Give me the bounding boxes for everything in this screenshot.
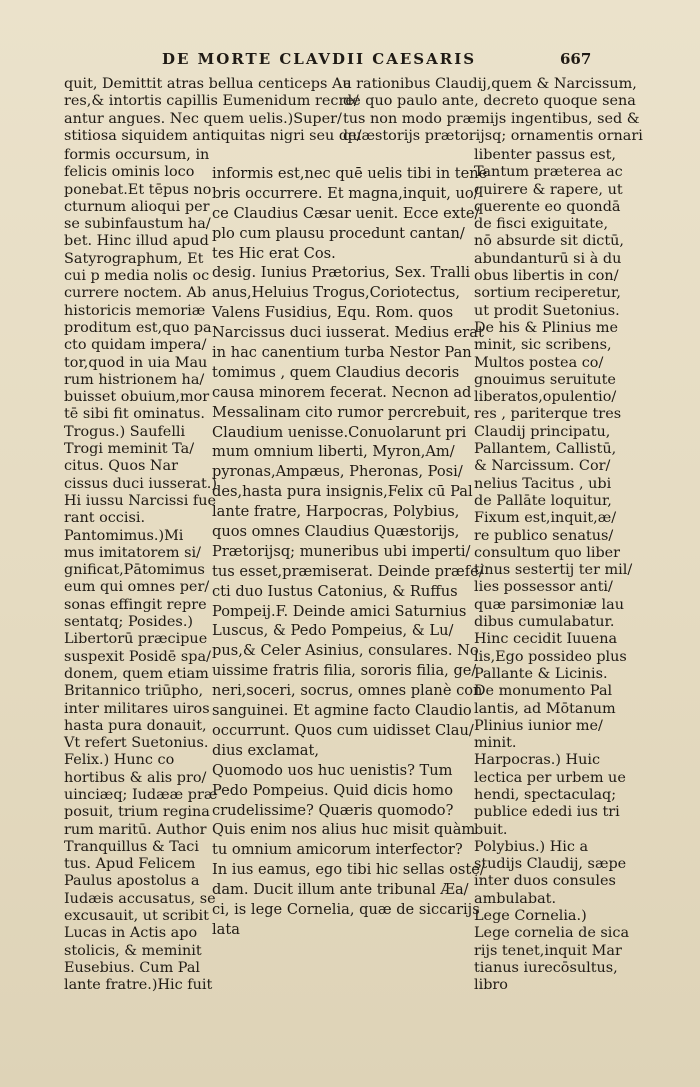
- text-line: In ius eamus, ego tibi hic sellas oste/: [212, 861, 485, 879]
- text-line: studijs Claudij, sæpe: [474, 856, 627, 873]
- text-line: consultum quo liber: [474, 544, 621, 561]
- text-line: Narcissus duci iusserat. Medius erat: [212, 324, 484, 342]
- text-line: hortibus & alis pro/: [64, 769, 207, 786]
- text-line: & Narcissum. Cor/: [474, 458, 611, 475]
- text-line: quæstorijs prætorijsq; ornamentis ornari: [343, 127, 643, 144]
- right-column-wide-top: [343, 76, 643, 145]
- text-line: sanguinei. Et agmine facto Claudio: [212, 702, 472, 720]
- text-line: Pedo Pompeius. Quid dicis homo: [212, 781, 454, 799]
- text-line: re publico senatus/: [474, 527, 614, 544]
- text-line: Lege Cornelia.): [474, 908, 587, 925]
- text-line: tes Hic erat Cos.: [212, 244, 336, 262]
- text-line: hasta pura donauit,: [64, 717, 207, 734]
- text-line: cui p media nolis oc: [64, 268, 210, 285]
- text-line: bet. Hinc illud apud: [64, 233, 209, 250]
- text-line: res,& intortis capillis Eumenidum recre/: [64, 93, 359, 110]
- text-line: liberatos,opulentio/: [474, 389, 617, 406]
- text-line: de Pallāte loquitur,: [474, 492, 612, 509]
- text-line: pus,& Celer Asinius, consulares. No: [212, 642, 479, 660]
- text-line: nō absurde sit dictū,: [474, 233, 624, 250]
- text-line: quit, Demittit atras bellua centiceps Au: [64, 76, 352, 92]
- text-line: buisset obuium,mor: [64, 389, 210, 406]
- text-line: sonas effingit repre: [64, 596, 207, 613]
- text-line: des,hasta pura insignis,Felix cū Pal: [212, 483, 473, 501]
- text-line: cti duo Iustus Catonius, & Ruffus: [212, 582, 458, 600]
- text-line: eum qui omnes per/: [64, 579, 210, 596]
- text-line: lante fratre.)Hic fuit: [64, 977, 213, 994]
- text-line: tor,quod in uia Mau: [64, 354, 208, 371]
- text-line: Pallante & Licinis.: [474, 665, 608, 682]
- text-line: Pallantem, Callistū,: [474, 441, 617, 458]
- text-line: hendi, spectaculaq;: [474, 786, 617, 803]
- text-line: desig. Iunius Prætorius, Sex. Tralli: [212, 264, 471, 282]
- text-line: informis est,nec quē uelis tibi in tene: [212, 165, 488, 182]
- text-line: suspexit Posidē spa/: [64, 648, 211, 665]
- text-line: libenter passus est,: [474, 147, 617, 163]
- text-line: felicis ominis loco: [64, 164, 195, 181]
- main-text-column: [212, 164, 488, 940]
- text-line: Plinius iunior me/: [474, 717, 603, 734]
- text-line: mus imitatorem si/: [64, 544, 201, 561]
- right-commentary-column: [474, 147, 633, 995]
- text-line: gnificat,Pātomimus: [64, 562, 205, 579]
- text-line: tus non modo præmijs ingentibus, sed &: [343, 110, 640, 127]
- text-line: Britannico triūpho,: [64, 683, 204, 700]
- text-line: lectica per urbem ue: [474, 769, 626, 786]
- text-line: excusauit, ut scribit: [64, 908, 209, 925]
- text-line: Valens Fusidius, Equ. Rom. quos: [212, 304, 454, 322]
- text-line: Trogi meminit Ta/: [64, 441, 195, 458]
- text-line: posuit, trium regina: [64, 804, 210, 821]
- text-line: gnouimus seruitute: [474, 371, 616, 388]
- text-line: Pantomimus.)Mi: [64, 527, 184, 544]
- text-line: Fixum est,inquit,æ/: [474, 510, 617, 527]
- text-line: lata: [212, 920, 240, 938]
- text-line: Claudij principatu,: [474, 423, 611, 440]
- text-line: rum histrionem ha/: [64, 371, 205, 388]
- text-line: antur angues. Nec quem uelis.)Super/: [64, 110, 342, 127]
- text-line: Trogus.) Saufelli: [64, 423, 186, 440]
- text-line: ambulabat.: [474, 890, 557, 907]
- text-line: lantis, ad Mōtanum: [474, 700, 616, 717]
- text-line: bris occurrere. Et magna,inquit, uo/: [212, 184, 479, 202]
- text-line: Iudæis accusatus, se: [64, 890, 216, 907]
- text-line: a rationibus Claudij,quem & Narcissum,: [343, 76, 637, 92]
- text-line: formis occursum, in: [64, 147, 210, 163]
- text-line: cissus duci iusserat.): [64, 475, 217, 492]
- text-line: causa minorem fecerat. Necnon ad: [212, 383, 472, 401]
- text-line: Lege cornelia de sica: [474, 925, 630, 942]
- text-line: obus libertis in con/: [474, 268, 619, 285]
- text-line: Harpocras.) Huic: [474, 752, 601, 769]
- running-title: DE MORTE CLAVDII CAESARIS: [162, 50, 477, 68]
- text-line: rijs tenet,inquit Mar: [474, 942, 622, 959]
- text-line: anus,Heluius Trogus,Coriotectus,: [212, 284, 461, 302]
- text-line: Paulus apostolus a: [64, 873, 200, 890]
- text-line: buit.: [474, 821, 508, 838]
- text-line: minit, sic scribens,: [474, 337, 612, 354]
- text-line: currere noctem. Ab: [64, 285, 207, 302]
- text-line: se subinfaustum ha/: [64, 216, 211, 233]
- text-line: quos omnes Claudius Quæstorijs,: [212, 523, 460, 541]
- text-line: ponebat.Et tēpus no: [64, 181, 212, 198]
- text-line: inter militares uiros: [64, 700, 210, 717]
- text-line: Tranquillus & Taci: [64, 838, 199, 855]
- text-line: tus. Apud Felicem: [64, 856, 196, 873]
- text-line: Libertorū præcipue: [64, 631, 208, 648]
- text-line: ut prodit Suetonius.: [474, 302, 620, 319]
- text-line: cto quidam impera/: [64, 337, 207, 354]
- text-line: crudelissime? Quæris quomodo?: [212, 801, 454, 819]
- text-line: tus esset,præmiserat. Deinde præfe/: [212, 562, 484, 580]
- text-line: res , pariterque tres: [474, 406, 622, 423]
- text-line: Felix.) Hunc co: [64, 752, 175, 769]
- text-line: Polybius.) Hic a: [474, 838, 589, 855]
- text-line: donem, quem etiam: [64, 665, 209, 682]
- text-line: tianus iurecōsultus,: [474, 959, 618, 976]
- text-line: Quis enim nos alius huc misit quàm: [212, 821, 476, 839]
- text-line: tē sibi fit ominatus.: [64, 406, 205, 423]
- text-line: stolicis, & meminit: [64, 942, 202, 959]
- text-line: tu omnium amicorum interfector?: [212, 841, 463, 859]
- text-line: Luscus, & Pedo Pompeius, & Lu/: [212, 622, 454, 640]
- text-line: mum omnium liberti, Myron,Am/: [212, 443, 455, 461]
- text-line: minit.: [474, 735, 517, 752]
- text-line: rant occisi.: [64, 510, 146, 527]
- text-line: Hi iussu Narcissi fue: [64, 492, 216, 509]
- text-line: sortium reciperetur,: [474, 285, 621, 302]
- text-line: Satyrographum, Et: [64, 250, 204, 267]
- text-line: Multos postea co/: [474, 354, 604, 371]
- text-line: plo cum plausu procedunt cantan/: [212, 224, 465, 242]
- text-line: ci, is lege Cornelia, quæ de siccarijs: [212, 900, 480, 918]
- text-line: rum maritū. Author: [64, 821, 207, 838]
- text-line: abundanturū si à du: [474, 250, 622, 267]
- text-line: Prætorijsq; muneribus ubi imperti/: [212, 542, 471, 560]
- page-number: 667: [560, 50, 592, 68]
- text-line: in hac canentium turba Nestor Pan: [212, 344, 472, 362]
- text-line: inter duos consules: [474, 873, 616, 890]
- text-line: dibus cumulabatur.: [474, 614, 615, 631]
- text-line: Pompeij.F. Deinde amici Saturnius: [212, 602, 467, 620]
- text-line: ce Claudius Cæsar uenit. Ecce exte/: [212, 204, 480, 222]
- text-line: publice ededi ius tri: [474, 804, 620, 821]
- text-line: De his & Plinius me: [474, 319, 618, 336]
- text-line: tinus sestertij ter mil/: [474, 562, 633, 579]
- text-line: dius exclamat,: [212, 741, 319, 759]
- text-line: de fisci exiguitate,: [474, 216, 609, 233]
- text-line: Messalinam cito rumor percrebuit,: [212, 403, 471, 421]
- text-line: libro: [474, 977, 508, 994]
- text-line: nelius Tacitus , ubi: [474, 475, 612, 492]
- text-line: de quo paulo ante, decreto quoque sena: [343, 93, 636, 110]
- text-line: tomimus , quem Claudius decoris: [212, 363, 460, 381]
- text-line: quæ parsimoniæ lau: [474, 596, 624, 613]
- text-line: uissime fratris filia, sororis filia, ge/: [212, 662, 477, 680]
- text-line: Lucas in Actis apo: [64, 925, 198, 942]
- text-line: dam. Ducit illum ante tribunal Æa/: [212, 881, 469, 899]
- text-line: uinciæq; Iudææ præ: [64, 786, 218, 803]
- text-line: stitiosa siquidem antiquitas nigri seu de/: [64, 127, 362, 144]
- text-line: Quomodo uos huc uenistis? Tum: [212, 761, 453, 779]
- text-line: lies possessor anti/: [474, 579, 613, 596]
- text-line: De monumento Pal: [474, 683, 613, 700]
- text-line: Tantum præterea ac: [474, 164, 623, 181]
- text-line: Vt refert Suetonius.: [64, 735, 209, 752]
- text-line: lis,Ego possideo plus: [474, 648, 627, 665]
- text-line: Claudium uenisse.Conuolarunt pri: [212, 423, 467, 441]
- left-column-wide-top: [64, 76, 362, 145]
- text-line: sentatq; Posides.): [64, 614, 194, 631]
- text-line: proditum est,quo pa: [64, 319, 212, 336]
- text-line: lante fratre, Harpocras, Polybius,: [212, 503, 460, 521]
- text-line: cturnum alioqui per: [64, 198, 210, 215]
- text-line: pyronas,Ampæus, Pheronas, Posi/: [212, 463, 463, 481]
- text-line: quirere & rapere, ut: [474, 181, 623, 198]
- text-line: neri,soceri, socrus, omnes planè con: [212, 682, 483, 700]
- left-commentary-column: [64, 147, 218, 995]
- text-line: historicis memoriæ: [64, 302, 206, 319]
- text-line: citus. Quos Nar: [64, 458, 178, 475]
- text-line: Hinc cecidit Iuuena: [474, 631, 618, 648]
- text-line: Eusebius. Cum Pal: [64, 959, 201, 976]
- text-line: querente eo quondā: [474, 198, 621, 215]
- text-line: occurrunt. Quos cum uidisset Clau/: [212, 721, 474, 739]
